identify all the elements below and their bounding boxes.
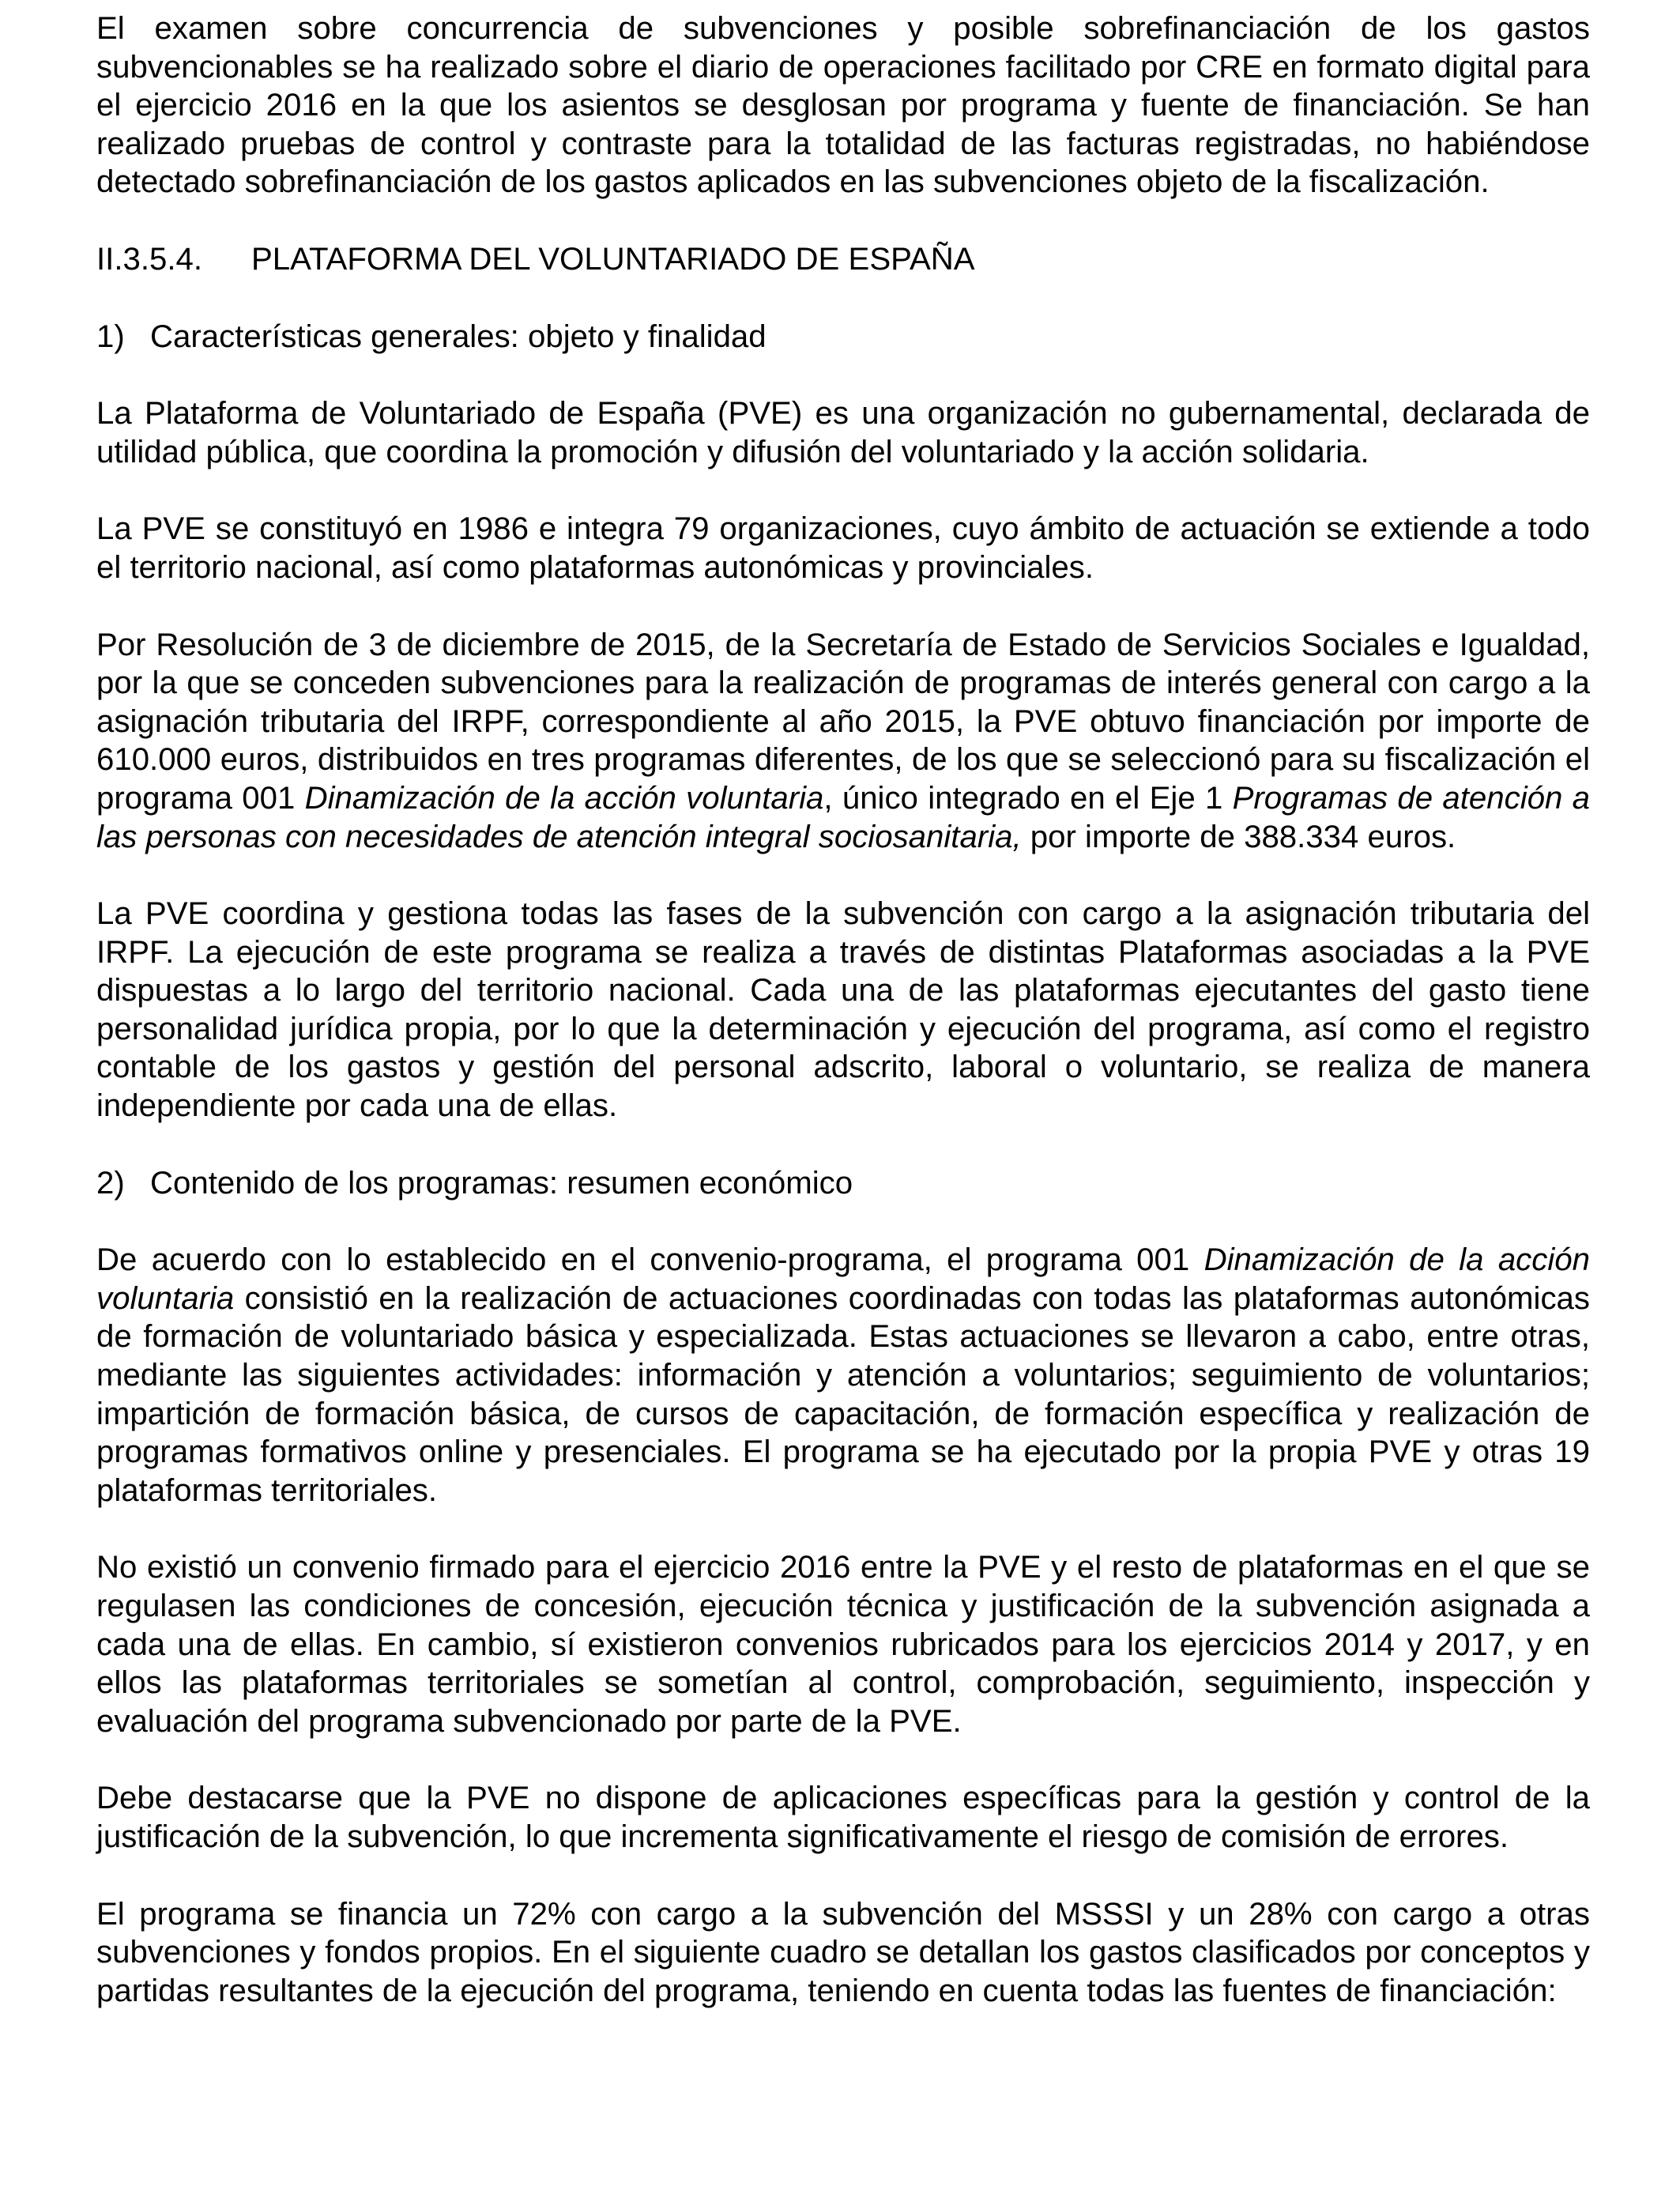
text-run: , único integrado en el Eje 1 [823,779,1233,816]
text-run: por importe de 388.334 euros. [1021,818,1456,854]
text-run: Por Resolución de 3 de diciembre de 2015, de la Secretaría de Estado de Servicios Sociales e Igualdad, por la que se conceden subvenciones para la realización de programas de interés general con cargo a la asignación tributaria del IRPF, correspondiente al año 2015, la PVE obtuvo financiación por importe de 610.000 euros, distribuidos en tres programas diferentes, de los que se seleccionó para su fiscalización el programa 001 [96,626,1590,816]
subheading-number: 2) [96,1164,125,1201]
program-name: Dinamización de la acción voluntaria [304,779,824,816]
subheading-number: 1) [96,318,125,354]
text-run: De acuerdo con lo establecido en el convenio-programa, el programa 001 [96,1242,1204,1278]
paragraph-financing: El programa se financia un 72% con cargo a la subvención del MSSSI y un 28% con cargo a otras subvenciones y fondos propios. En el siguiente cuadro se detallan los gastos clasificados por conceptos y partidas resultantes de la ejecución del programa, teniendo en cuenta todas las fuentes de financiación: [96,1895,1590,2008]
text-run: consistió en la realización de actuaciones coordinadas con todas las plataformas autonómicas de formación de voluntariado básica y especializada. Estas actuaciones se llevaron a cabo, entre otras, mediante las siguientes actividades: información y atención a voluntarios; seguimiento de voluntarios; impartición de formación básica, de cursos de capacitación, de formación específica y realización de programas formativos online y presenciales. El programa se ha ejecutado por la propia PVE y otras 19 plataformas territoriales. [96,1280,1590,1508]
section-heading [96,240,1590,279]
document-page [96,9,1590,2010]
paragraph-agreements: No existió un convenio firmado para el ejercicio 2016 entre la PVE y el resto de plataformas en el que se regulasen las condiciones de concesión, ejecución técnica y justificación de la subvención asignada a cada una de ellas. En cambio, sí existieron convenios rubricados para los ejercicios 2014 y 2017, y en ellos las plataformas territoriales se sometían al control, comprobación, seguimiento, inspección y evaluación del programa subvencionado por parte de la PVE. [96,1549,1590,1739]
paragraph-no-applications: Debe destacarse que la PVE no dispone de aplicaciones específicas para la gestión y control de la justificación de la subvención, lo que incrementa significativamente el riesgo de comisión de errores. [96,1780,1590,1854]
paragraph-subsidy-exam: El examen sobre concurrencia de subvenciones y posible sobrefinanciación de los gastos subvencionables se ha realizado sobre el diario de operaciones facilitado por CRE en formato digital para el ejercicio 2016 en la que los asientos se desglosan por programa y fuente de financiación. Se han realizado pruebas de control y contraste para la totalidad de las facturas registradas, no habiéndose detectado sobrefinanciación de los gastos aplicados en las subvenciones objeto de la fiscalización. [96,10,1590,200]
program-name: Dinamización de la acción voluntaria [96,1242,1590,1316]
paragraph-pve-definition: La Plataforma de Voluntariado de España (PVE) es una organización no gubernamental, declarada de utilidad pública, que coordina la promoción y difusión del voluntariado y la acción solidaria. [96,395,1590,469]
subheading-title: Contenido de los programas: resumen económico [150,1164,853,1201]
axis-name: Programas de atención a las personas con necesidades de atención integral sociosanitaria, [96,779,1590,854]
subheading-general-characteristics [96,318,1590,356]
subheading-title: Características generales: objeto y finalidad [150,318,767,354]
paragraph-pve-constitution: La PVE se constituyó en 1986 e integra 79 organizaciones, cuyo ámbito de actuación se extiende a todo el territorio nacional, así como plataformas autonómicas y provinciales. [96,511,1590,585]
paragraph-resolution [96,626,1590,857]
section-number: II.3.5.4. [96,240,203,277]
paragraph-program-actions [96,1241,1590,1510]
paragraph-pve-management: La PVE coordina y gestiona todas las fases de la subvención con cargo a la asignación tributaria del IRPF. La ejecución de este programa se realiza a través de distintas Plataformas asociadas a la PVE dispuestas a lo largo del territorio nacional. Cada una de las plataformas ejecutantes del gasto tiene personalidad jurídica propia, por lo que la determinación y ejecución del programa, así como el registro contable de los gastos y gestión del personal adscrito, laboral o voluntario, se realiza de manera independiente por cada una de ellas. [96,895,1590,1124]
section-title: PLATAFORMA DEL VOLUNTARIADO DE ESPAÑA [251,240,975,277]
subheading-program-content [96,1164,1590,1203]
